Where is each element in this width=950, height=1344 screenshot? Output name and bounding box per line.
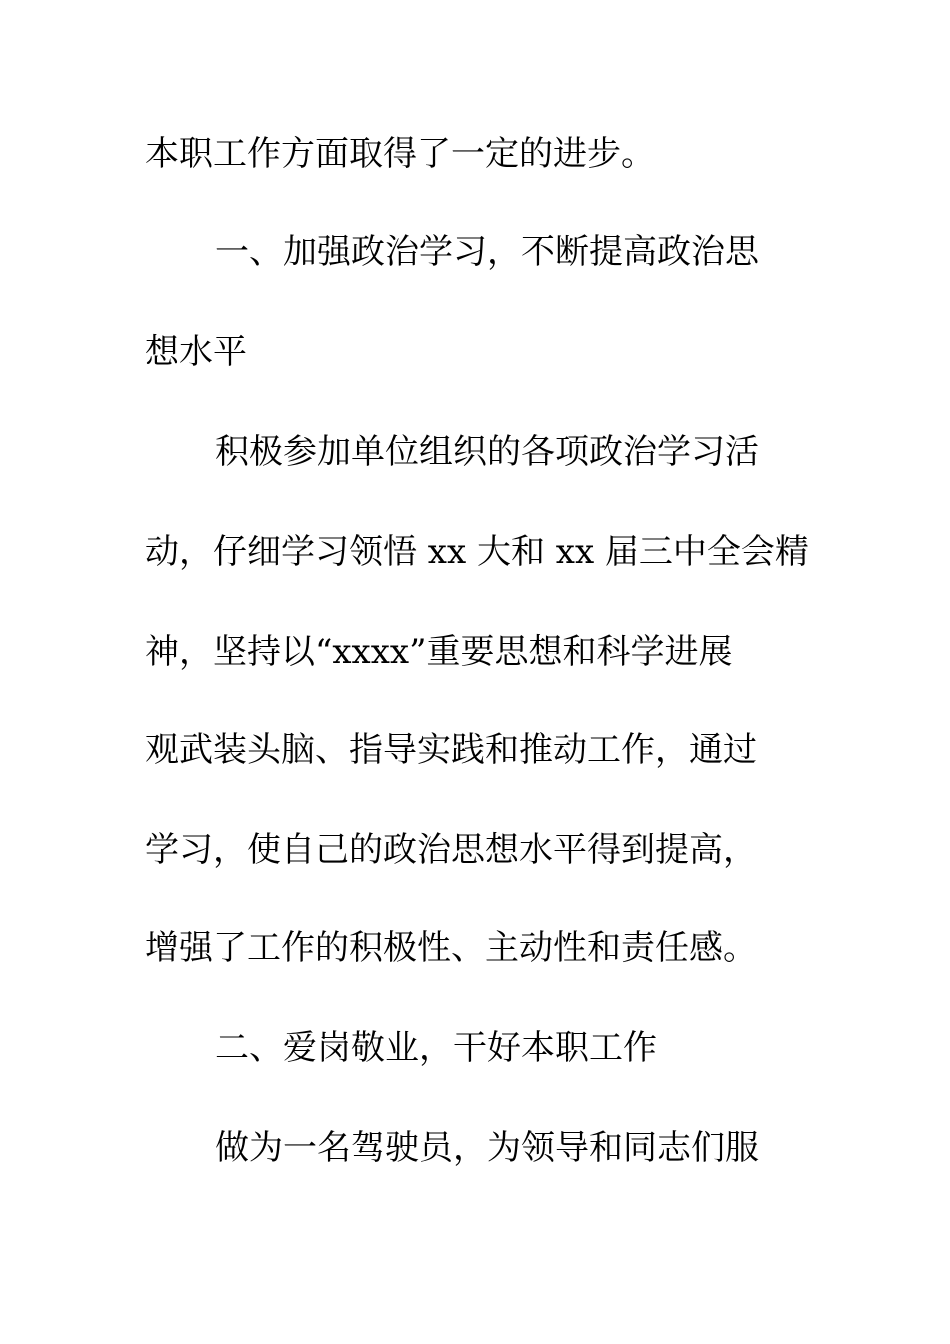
paragraph-line: 神，坚持以“xxxx”重要思想和科学进展 bbox=[145, 632, 733, 672]
paragraph-line: 观武装头脑、指导实践和推动工作，通过 bbox=[145, 730, 757, 770]
section-heading: 一、加强政治学习，不断提高政治思 bbox=[215, 232, 759, 272]
paragraph-line: 做为一名驾驶员，为领导和同志们服 bbox=[215, 1128, 759, 1168]
paragraph-line: 动，仔细学习领悟 xx 大和 xx 届三中全会精 bbox=[145, 532, 809, 572]
section-heading-continuation: 想水平 bbox=[145, 332, 247, 372]
section-heading: 二、爱岗敬业，干好本职工作 bbox=[215, 1028, 657, 1068]
paragraph-line: 积极参加单位组织的各项政治学习活 bbox=[215, 432, 759, 472]
paragraph-line: 增强了工作的积极性、主动性和责任感。 bbox=[145, 928, 757, 968]
paragraph-line: 学习，使自己的政治思想水平得到提高， bbox=[145, 830, 757, 870]
text-line: 本职工作方面取得了一定的进步。 bbox=[145, 134, 655, 174]
